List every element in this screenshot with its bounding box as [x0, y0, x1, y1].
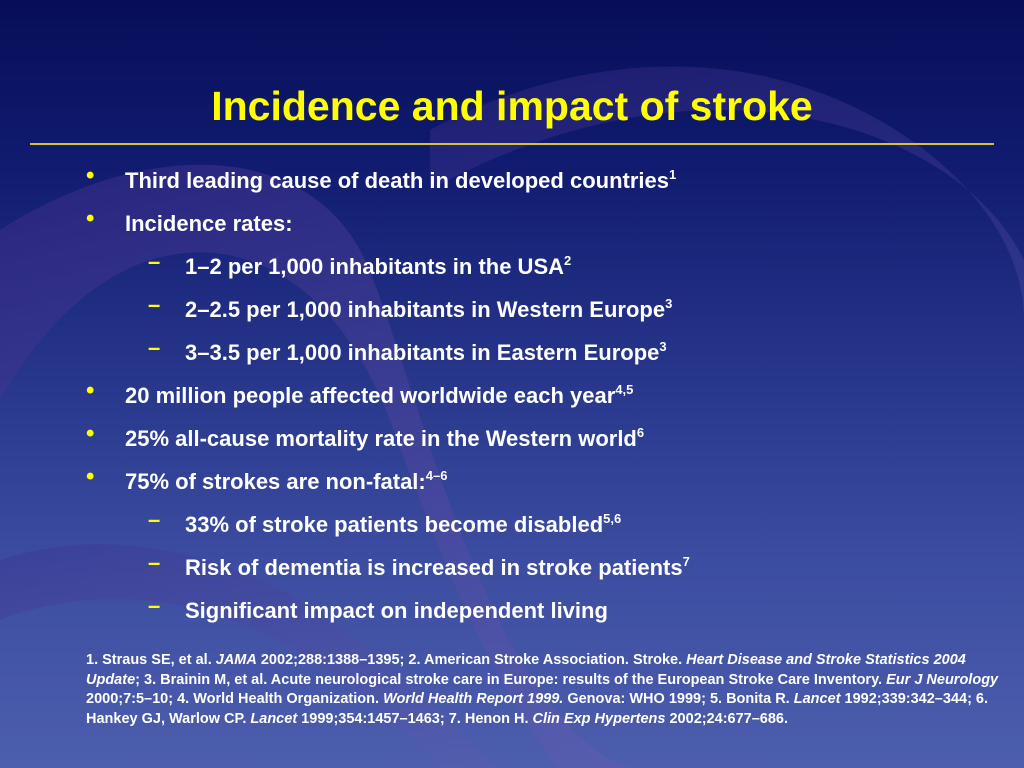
bullet-text: Third leading cause of death in developed countries [125, 168, 669, 193]
bullet-item [125, 424, 644, 454]
citation-superscript: 2 [564, 253, 572, 268]
citation-superscript: 4,5 [615, 382, 634, 397]
citation-superscript: 3 [659, 339, 667, 354]
bullet-dot-icon: • [86, 420, 95, 447]
reference-journal: World Health Report 1999. [383, 691, 564, 707]
citation-superscript: 1 [668, 167, 677, 182]
bullet-dot-icon: • [86, 463, 95, 490]
bullet-item [125, 166, 676, 196]
title-divider [30, 143, 994, 145]
reference-text: Genova: WHO 1999; 5. Bonita R. [563, 691, 794, 707]
reference-text: 1. Straus SE, et al. [86, 652, 216, 668]
bullet-text: Significant impact on independent living [185, 598, 608, 623]
bullet-text: 1–2 per 1,000 inhabitants in the USA [185, 254, 565, 279]
bullet-item [125, 467, 447, 497]
bullet-text: 33% of stroke patients become disabled [185, 512, 604, 537]
bullet-text: 3–3.5 per 1,000 inhabitants in Eastern Europe [185, 340, 660, 365]
bullet-item [125, 209, 293, 239]
bullet-item [125, 381, 633, 411]
citation-superscript: 3 [665, 296, 673, 311]
citation-superscript: 4–6 [425, 468, 448, 483]
reference-text: 2002;288:1388–1395; 2. American Stroke Association. Stroke. [256, 652, 687, 668]
bullet-dash-icon: – [148, 335, 161, 360]
bullet-text: 75% of strokes are non-fatal: [125, 469, 426, 494]
sub-bullet-item [185, 510, 621, 540]
reference-journal: Lancet [250, 710, 298, 727]
sub-bullet-item [185, 252, 571, 282]
slide-title: Incidence and impact of stroke [211, 83, 813, 129]
reference-journal: Heart Disease and Stroke Statistics 2004 Update [86, 652, 966, 688]
bullet-dot-icon: • [86, 377, 95, 404]
reference-journal: Eur J Neurology [886, 671, 999, 688]
bullet-text: 20 million people affected worldwide each year [125, 383, 616, 408]
reference-text: 2002;24:677–686. [665, 710, 789, 727]
bullet-text: Risk of dementia is increased in stroke patients [185, 555, 683, 580]
reference-text: 2000;7:5–10; 4. World Health Organization. [86, 691, 384, 707]
citation-superscript: 7 [682, 554, 690, 569]
bullet-text: 2–2.5 per 1,000 inhabitants in Western Europe [185, 297, 666, 322]
sub-bullet-item [185, 338, 667, 368]
reference-journal: JAMA [215, 652, 257, 668]
reference-journal: Clin Exp Hypertens [532, 710, 666, 727]
references [86, 651, 1016, 729]
bullet-dash-icon: – [148, 292, 161, 317]
reference-text: 1999;354:1457–1463; 7. Henon H. [297, 710, 533, 727]
bullet-dot-icon: • [86, 162, 95, 189]
bullet-dash-icon: – [148, 593, 161, 618]
reference-journal: Lancet [793, 691, 841, 707]
bullet-dash-icon: – [148, 507, 161, 532]
bullet-text: 25% all-cause mortality rate in the Western world [125, 426, 637, 451]
reference-text: ; 3. Brainin M, et al. Acute neurological stroke care in Europe: results of the European Stroke Care Inventory. [135, 671, 887, 688]
sub-bullet-item [185, 596, 608, 626]
citation-superscript: 5,6 [603, 511, 622, 526]
bullet-dash-icon: – [148, 550, 161, 575]
bullet-dot-icon: • [86, 205, 95, 232]
sub-bullet-item [185, 553, 690, 583]
bullet-dash-icon: – [148, 249, 161, 274]
reference-text: 1992;339:342–344; 6. Hankey GJ, Warlow CP. [86, 691, 989, 727]
sub-bullet-item [185, 295, 672, 325]
bullet-text: Incidence rates: [125, 211, 293, 236]
citation-superscript: 6 [636, 425, 645, 440]
